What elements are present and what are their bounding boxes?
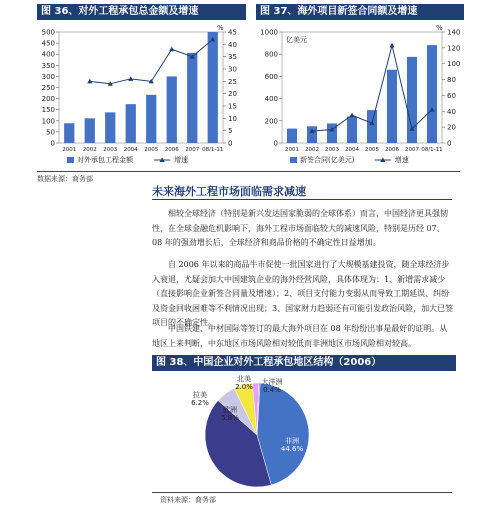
chart38-pie [152,371,452,489]
category-label: 2004 [123,147,138,153]
legend-bar-label: 对外承包工程金额 [77,156,133,164]
heading-rule [152,199,452,200]
category-label: 2003 [325,147,339,153]
left-tick-label: 800 [264,50,278,59]
plot-frame [59,32,223,143]
bottom-source: 资料来源：商务部 [160,496,216,504]
bar [367,110,377,143]
left-tick-label: 450 [41,39,55,48]
left-tick-label: 50 [46,128,55,137]
right-tick-label: 35 [228,53,237,62]
category-label: 2005 [365,147,379,153]
bar [187,53,197,143]
category-label: 2001 [285,147,299,153]
top-source: 数据来源：商务部 [37,175,93,183]
chart36-plot [37,20,249,170]
category-label: 2005 [144,147,159,153]
left-tick-label: 200 [264,117,278,126]
section-heading: 未来海外工程市场面临需求减速 [152,185,306,198]
category-label: 08/1-11 [421,147,443,153]
category-label: 2002 [82,147,97,153]
left-tick-label: 600 [264,72,278,81]
category-label: 2006 [164,147,179,153]
left-axis-unit: 亿美元 [286,36,307,44]
right-tick-label: 80 [447,76,456,85]
right-tick-label: 40 [228,40,237,49]
left-tick-label: 400 [264,95,278,104]
category-label: 2001 [62,147,77,153]
left-tick-label: 100 [41,117,55,126]
right-tick-label: 0 [228,139,233,148]
right-tick-label: 60 [447,91,456,100]
left-tick-label: 300 [41,72,55,81]
legend-bar-swatch [290,157,297,163]
bar [347,117,357,143]
pie-slice-name: 拉美 [193,391,207,399]
chart36-title: 图 36、对外工程承包总金额及增速 [37,4,246,20]
bar [146,95,156,143]
bar [327,123,337,143]
paragraph-3: 中国铁建、中材国际等签订的最大海外项目在 08 年纷纷出事是最好的证明。从地区上来判断，中东地区市场风险相对较低而非洲地区市场风险相对较高。 [152,324,448,348]
bar [167,76,177,143]
right-tick-label: 5 [228,127,233,136]
left-tick-label: 1000 [260,28,278,37]
pie-slice-name: 北美 [237,375,251,383]
bar [85,118,95,143]
legend-line-label: 增速 [394,156,409,164]
chart38-title: 图 38、中国企业对外工程承包地区结构（2006） [152,355,456,371]
right-tick-label: 100 [447,60,461,69]
left-tick-label: 150 [41,106,55,115]
right-tick-label: 140 [447,28,461,37]
category-label: 2006 [385,147,399,153]
bottom-source-rule [152,492,452,493]
left-tick-label: 250 [41,84,55,92]
bar [126,104,136,143]
right-tick-label: 15 [228,102,237,111]
left-tick-label: 200 [41,95,55,104]
pie-slice-name: 欧洲 [223,406,237,414]
right-tick-label: 120 [447,44,461,53]
right-tick-label: 25 [228,77,237,86]
right-tick-label: 45 [228,28,237,37]
right-axis-unit: % [436,24,443,32]
pie-slice-value: 44.6% [280,445,304,453]
category-label: 2002 [305,147,319,153]
plot-frame [282,32,442,143]
category-label: 2004 [345,147,359,153]
category-label: 2007 [185,147,200,153]
right-tick-label: 30 [228,65,237,74]
category-label: 2003 [103,147,118,153]
pie-slice-name: 非洲 [285,437,299,445]
pie-slice-value: 6.2% [191,399,209,407]
pie-slice-value: 0.4% [263,386,281,394]
legend-bar-label: 新签合同(亿美元) [300,156,355,164]
paragraph-1: 相较全球经济（特别是新兴发达国家脆弱的全球体系）而言，中国经济更具强韧性，在全球金融危机影响下，海外工程市场面临较大的减速风险，特别是历经 07、08 年的强劲增长后，全球经济和商品价格的不确定性日益增加。 [152,209,448,247]
pie-slice-name: 大洋洲 [261,378,283,386]
bar [208,32,218,143]
chart37-plot [256,20,468,170]
right-tick-label: 0 [447,139,452,148]
bar [64,123,74,143]
pie-slice-value: 41.0% [196,477,220,485]
left-tick-label: 0 [50,139,55,148]
right-tick-label: 40 [447,107,456,116]
pie-slice-value: 2.0% [235,383,253,391]
right-axis-unit: % [217,24,224,32]
right-tick-label: 20 [447,123,456,132]
bar [287,129,297,143]
category-label: 08/1-11 [202,147,224,153]
right-tick-label: 20 [228,90,237,99]
bar [427,45,437,143]
bar [105,112,115,143]
category-label: 2007 [405,147,419,153]
left-tick-label: 400 [41,50,55,59]
left-tick-label: 350 [41,61,55,70]
pie-slice-value: 5.8% [221,414,239,422]
top-source-rule [37,171,460,172]
legend-line-label: 增速 [174,156,189,164]
left-tick-label: 500 [41,28,55,37]
right-tick-label: 10 [228,114,237,123]
bar [387,70,397,143]
chart37-title: 图 37、海外项目新签合同额及增速 [256,4,464,20]
left-tick-label: 0 [273,139,278,148]
paragraph-2: 自 2006 年以来的商品牛市促使一批国家进行了大规模基建投资，随全球经济步入衰退，尤疑会加大中国建筑企业的海外经营风险，具体体现为：1、新增需求减少（直接影响企业新签合同量及增速）；2、项目支付能力变弱从而导致工期延误、纠纷及资金回收困难等不利情况出现；3、国家财力趋弱还有可能引发政治风险，加大已签项目的不确定性。 [152,260,454,327]
pie-slice-name: 亚洲 [201,469,215,477]
legend-bar-swatch [67,157,74,163]
